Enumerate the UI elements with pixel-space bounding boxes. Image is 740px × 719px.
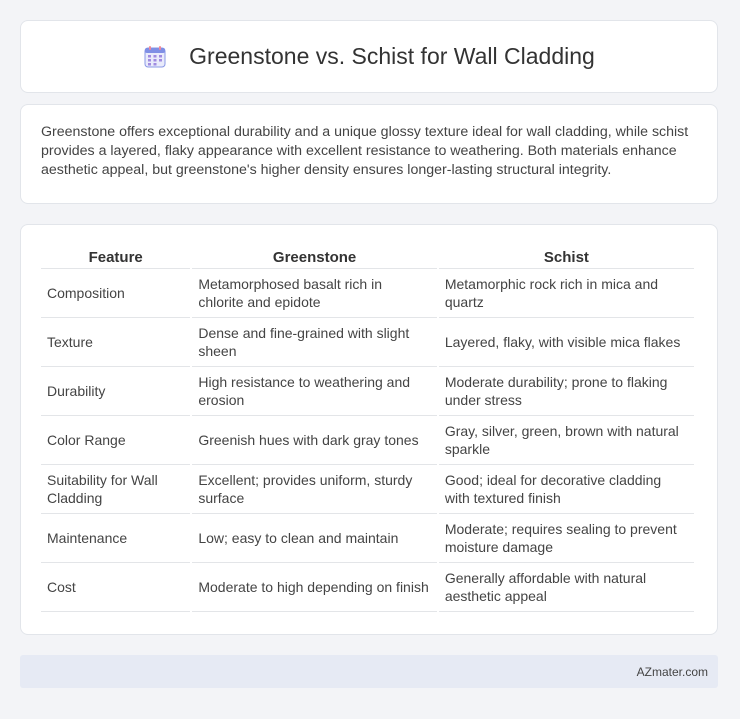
feature-cell: Suitability for Wall Cladding	[41, 465, 190, 514]
schist-cell: Layered, flaky, with visible mica flakes	[439, 318, 694, 367]
schist-cell: Good; ideal for decorative cladding with textured finish	[439, 465, 694, 514]
greenstone-cell: Low; easy to clean and maintain	[192, 514, 437, 563]
greenstone-cell: Excellent; provides uniform, sturdy surface	[192, 465, 437, 514]
greenstone-cell: Metamorphosed basalt rich in chlorite and epidote	[192, 269, 437, 318]
feature-cell: Composition	[41, 269, 190, 318]
header-greenstone: Greenstone	[192, 245, 437, 269]
footer	[20, 655, 718, 688]
table-row	[41, 514, 694, 563]
feature-cell: Color Range	[41, 416, 190, 465]
greenstone-cell: Dense and fine-grained with slight sheen	[192, 318, 437, 367]
comparison-table	[39, 245, 696, 612]
footer-brand: AZmater.com	[636, 664, 708, 679]
feature-cell: Maintenance	[41, 514, 190, 563]
table-row	[41, 416, 694, 465]
header-feature: Feature	[41, 245, 190, 269]
table-row	[41, 269, 694, 318]
summary-card	[20, 104, 718, 204]
greenstone-cell: Moderate to high depending on finish	[192, 563, 437, 612]
header-schist: Schist	[439, 245, 694, 269]
greenstone-cell: Greenish hues with dark gray tones	[192, 416, 437, 465]
calendar-icon	[143, 45, 167, 69]
table-row	[41, 367, 694, 416]
page-title: Greenstone vs. Schist for Wall Cladding	[189, 43, 595, 69]
schist-cell: Generally affordable with natural aesthetic appeal	[439, 563, 694, 612]
summary-text: Greenstone offers exceptional durability and a unique glossy texture ideal for wall cladding, while schist provides a layered, flaky appearance with excellent resistance to weathering. Both materials enhance aesthetic appeal, but greenstone's higher density ensures longer-lasting structural integrity.	[41, 124, 689, 178]
feature-cell: Texture	[41, 318, 190, 367]
title-card	[20, 20, 718, 93]
table-header-row	[41, 245, 694, 269]
feature-cell: Durability	[41, 367, 190, 416]
table-row	[41, 465, 694, 514]
schist-cell: Gray, silver, green, brown with natural sparkle	[439, 416, 694, 465]
comparison-card	[20, 224, 718, 635]
schist-cell: Moderate durability; prone to flaking under stress	[439, 367, 694, 416]
greenstone-cell: High resistance to weathering and erosion	[192, 367, 437, 416]
feature-cell: Cost	[41, 563, 190, 612]
table-row	[41, 563, 694, 612]
table-row	[41, 318, 694, 367]
schist-cell: Metamorphic rock rich in mica and quartz	[439, 269, 694, 318]
schist-cell: Moderate; requires sealing to prevent moisture damage	[439, 514, 694, 563]
